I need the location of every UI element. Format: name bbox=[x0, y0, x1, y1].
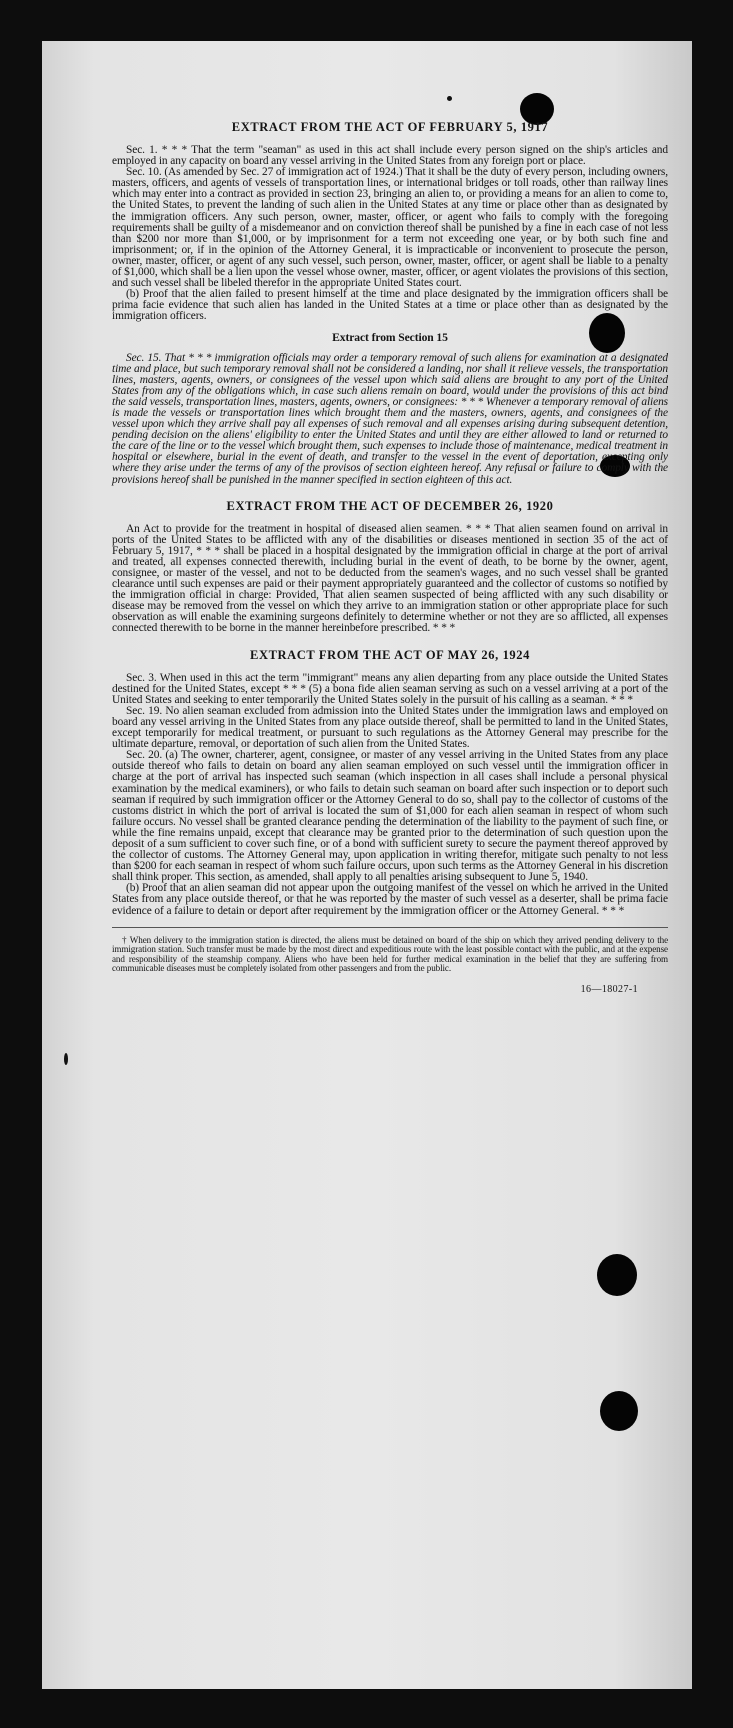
section-heading-1924: EXTRACT FROM THE ACT OF MAY 26, 1924 bbox=[250, 647, 530, 662]
paragraph-sec-10: Sec. 10. (As amended by Sec. 27 of immigration act of 1924.) That it shall be the duty of every person, including owners, masters, officers, and agents of vessels of transportation lines, or international bridges or toll roads, other than railway lines which may enter into a contract as provided in section 23, bringing an alien to, or providing a means for an alien to come to, the United States, to prevent the landing of such alien in the United States at any time or place other than as designated by the immigration officers. Any such person, owner, master, officer, or agent who fails to comply with the foregoing requirements shall be guilty of a misdemeanor and on conviction thereof shall be punished by a fine in each case of not less than $200 nor more than $1,000, or by imprisonment for a term not exceeding one year, or by both such fine and imprisonment; or, if in the opinion of the Attorney General, it is impracticable or inconvenient to prosecute the person, owner, master, officer, or agent of any such vessel, such person, owner, master, officer, or agent shall be liable to a penalty of $1,000, which shall be a lien upon the vessel whose owner, master, officer, or agent violates the provisions of this section, and such vessel shall be libeled therefor in the appropriate United States court. bbox=[112, 166, 668, 290]
paragraph-sec-19: Sec. 19. No alien seaman excluded from admission into the United States under the immigration laws and employed on board any vessel arriving in the United States from any place outside thereof, shall be permitted to land in the United States, except temporarily for medical treatment, or pursuant to such regulations as the Attorney General may prescribe for the ultimate departure, removal, or deportation of such alien from the United States. bbox=[112, 704, 668, 751]
speck-top bbox=[447, 96, 452, 101]
section-heading-1917: EXTRACT FROM THE ACT OF FEBRUARY 5, 1917 bbox=[231, 120, 549, 134]
paragraph-sec-1: Sec. 1. * * * That the term "seaman" as used in this act shall include every person signed on the ship's articles and employed in any capacity on board any vessel arriving in the United States from any foreign port or place. bbox=[112, 144, 668, 168]
footnote-text: † When delivery to the immigration station is directed, the aliens must be detained on board of the ship on which they arrived pending delivery to the immigration station. Such transfer must be made by the most direct and expeditious route with the least possible contact with the public, and at the expense and responsibility of the steamship company. Aliens who have been held for further medical examination in the belief that they are suffering from communicable diseases must be completely isolated from other passengers and from the public. bbox=[112, 934, 668, 974]
paragraph-sec-15: Sec. 15. That * * * immigration officials may order a temporary removal of such aliens for examination at a designated time and place, but such temporary removal shall not be considered a landing, nor shall it relieve vessels, the transportation lines, masters, agents, owners, or consignees of the vessel upon which said aliens are brought to any port of the United States from any of the obligations which, in case such aliens remain on board, would under the provisions of this act bind the said vessels, transportation lines, masters, agents, owners, or consignees: * * * Whenever a temporary removal of aliens is made the vessels or transportation lines which brought them and the masters, owners, agents, and consignees of the vessel upon which they arrive shall pay all expenses of such removal and all expenses arising during subsequent detention, pending decision on the aliens' eligibility to enter the United States and until they are either allowed to land or returned to the care of the line or to the vessel which brought them, such expenses to include those of maintenance, medical treatment in hospital or elsewhere, burial in the event of death, and transfer to the vessel in the event of deportation, excepting only where they arise under the terms of any of the provisos of section eighteen hereof. Any refusal or failure to comply with the provisions hereof shall be punished in the manner specified in section eighteen of this act. bbox=[112, 351, 668, 486]
paragraph-sec-20-b: (b) Proof that an alien seaman did not appear upon the outgoing manifest of the vessel on which he arrived in the United States from any place outside thereof, or that he was reported by the master of such vessel as a deserter, shall be prima facie evidence of a failure to detain or deport after requirement by the immigration officer or the Attorney General. * * * bbox=[112, 882, 668, 917]
document-page bbox=[42, 41, 692, 1689]
section-heading-1920: EXTRACT FROM THE ACT OF DECEMBER 26, 1920 bbox=[226, 498, 554, 513]
form-number: 16—18027-1 bbox=[580, 984, 638, 995]
paragraph-act-1920: An Act to provide for the treatment in hospital of diseased alien seamen. * * * That alien seamen found on arrival in ports of the United States to be afflicted with any of the disabilities or diseases mentioned in section 35 of the act of February 5, 1917, * * * shall be placed in a hospital designated by the immigration official in charge at the port of arrival and treated, all expenses connected therewith, including burial in the event of death, to be borne by the owner, agent, consignee, or master of the vessel, and not to be deducted from the seamen's wages, and no such vessel shall be granted clearance until such expenses are paid or their payment appropriately guaranteed and the collector of customs so notified by the immigration official in charge: Provided, That alien seamen suspected of being afflicted with any such disability or disease may be removed from the vessel on which they arrive to an immigration station or other appropriate place for such observation as will enable the examining surgeons definitely to determine whether or not they are so afflicted, all expenses connected therewith to be borne in the manner hereinbefore prescribed. * * * bbox=[112, 522, 668, 635]
document-body bbox=[112, 121, 668, 995]
punch-hole-lower-right bbox=[597, 1254, 637, 1296]
paragraph-sec-3: Sec. 3. When used in this act the term "immigrant" means any alien departing from any place outside the United States destined for the United States, except * * * (5) a bona fide alien seaman serving as such on a vessel arriving at a port of the United States and seeking to enter temporarily the United States solely in the pursuit of his calling as a seaman. * * * bbox=[112, 671, 668, 706]
paragraph-sec-10-b: (b) Proof that the alien failed to present himself at the time and place designated by the immigration officers shall be prima facie evidence that such alien has landed in the United States at a time or place other than as designated by the immigration officers. bbox=[112, 288, 668, 323]
paragraph-sec-20-a: Sec. 20. (a) The owner, charterer, agent, consignee, or master of any vessel arriving in the United States from any place outside thereof who fails to detain on board any alien seaman employed on such vessel until the immigration officer in charge at the port of arrival has inspected such seaman (which inspection in all cases shall include a personal physical examination by the medical examiners), or who fails to detain such seaman on board after such inspection or to deport such seaman if required by such immigration officer or the Attorney General to do so, shall pay to the collector of customs of the customs district in which the port of arrival is located the sum of $1,000 for each alien seaman in respect of whom such failure occurs. No vessel shall be granted clearance pending the determination of the liability to the payment of such fine, or while the fine remains unpaid, except that clearance may be granted prior to the determination of such question upon the deposit of a sum sufficient to cover such fine, or of a bond with sufficient surety to secure the payment thereof approved by the collector of customs. The Attorney General may, upon application in writing therefor, mitigate such penalty to not less than $200 for each seaman in respect of whom such failure occurs, upon such terms as the Attorney General in his discretion shall think proper. This section, as amended, shall apply to all penalties arising subsequent to June 5, 1940. bbox=[112, 749, 668, 884]
section-heading-section-15: Extract from Section 15 bbox=[332, 330, 448, 344]
punch-hole-lower-right-2 bbox=[600, 1391, 638, 1431]
speck-left bbox=[64, 1053, 68, 1065]
footnote bbox=[112, 927, 668, 974]
